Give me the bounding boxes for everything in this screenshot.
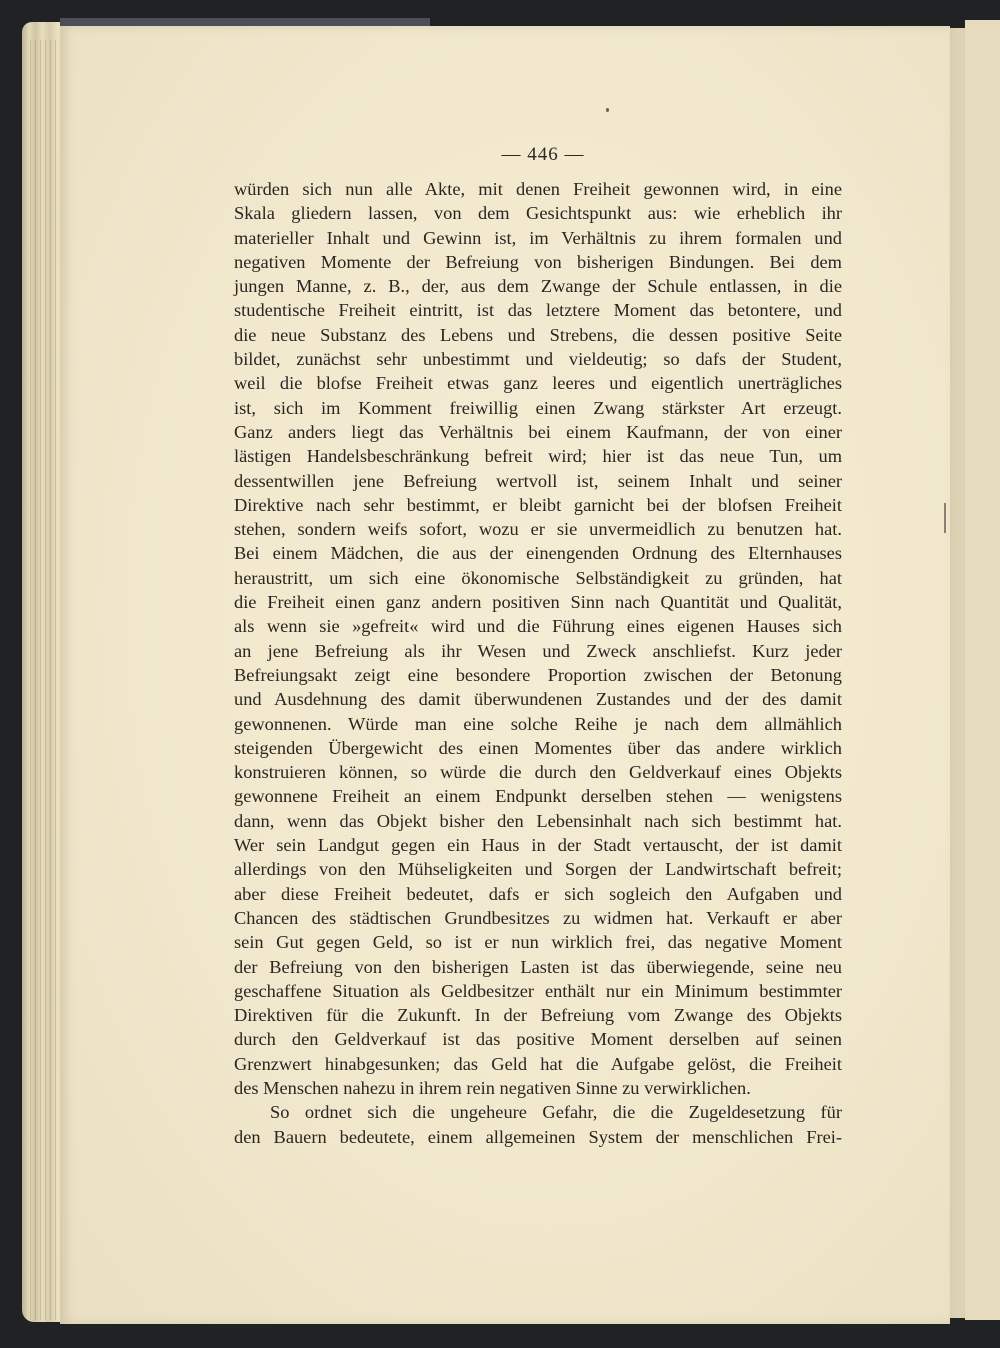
text-line: allerdings von den Mühseligkeiten und Sorgen der Landwirtschaft befreit; [234,859,842,880]
text-line: weil die blofse Freiheit etwas ganz leeres und eigentlich unerträgliches [234,373,842,394]
text-line: die Freiheit einen ganz andern positiven Sinn nach Quantität und Qualität, [234,592,842,613]
text-line: konstruieren können, so würde die durch den Geldverkauf eines Objekts [234,762,842,783]
text-line: studentische Freiheit eintritt, ist das letztere Moment das betontere, und [234,300,842,321]
text-line: und Ausdehnung des damit überwundenen Zustandes und der des damit [234,689,842,710]
text-line: Wer sein Landgut gegen ein Haus in der Stadt vertauscht, der ist damit [234,835,842,856]
page-stack-lines [30,40,64,1320]
body-text [234,177,842,1149]
text-line: gewonnene Freiheit an einem Endpunkt derselben stehen — wenigstens [234,786,842,807]
text-line: heraustritt, um sich eine ökonomische Selbständigkeit zu gründen, hat [234,567,842,588]
text-line: würden sich nun alle Akte, mit denen Freiheit gewonnen wird, in eine [234,179,842,199]
text-line: Direktiven für die Zukunft. In der Befreiung vom Zwange des Objekts [234,1005,842,1026]
text-line: Direktive nach sehr bestimmt, er bleibt garnicht bei der blofsen Freiheit [234,494,842,515]
text-line: den Bauern bedeutete, einem allgemeinen System der menschlichen Frei- [234,1126,842,1147]
text-line: gewonnenen. Würde man eine solche Reihe je nach dem allmählich [234,713,842,734]
text-line: stehen, sondern weifs sofort, wozu er sie unvermeidlich zu benutzen hat. [234,519,842,540]
text-line: negativen Momente der Befreiung von bisherigen Bindungen. Bei dem [234,251,842,272]
text-line: dessentwillen jene Befreiung wertvoll ist, seinem Inhalt und seiner [234,470,842,491]
text-line: Skala gliedern lassen, von dem Gesichtspunkt aus: wie erheblich ihr [234,203,842,224]
ink-speck [606,108,609,112]
page-number: — 446 — [501,144,585,165]
text-line: jungen Manne, z. B., der, aus dem Zwange der Schule entlassen, in die [234,276,842,297]
back-page-strip [965,20,1000,1320]
text-line: Ganz anders liegt das Verhältnis bei einem Kaufmann, der von einer [234,421,842,442]
text-line: als wenn sie »gefreit« wird und die Führung eines eigenen Hauses sich [234,616,842,637]
text-line: Bei einem Mädchen, die aus der einengenden Ordnung des Elternhauses [234,543,842,564]
text-line: der Befreiung von den bisherigen Lasten ist das überwiegende, seine neu [234,956,842,977]
text-line: Chancen des städtischen Grundbesitzes zu widmen hat. Verkauft er aber [234,907,842,928]
text-line: aber diese Freiheit bedeutet, dafs er sich sogleich den Aufgaben und [234,883,842,904]
text-line: durch den Geldverkauf ist das positive Moment derselben auf seinen [234,1029,842,1050]
margin-mark [944,503,946,533]
text-line: So ordnet sich die ungeheure Gefahr, die die Zugeldesetzung für [270,1102,842,1123]
text-line: dann, wenn das Objekt bisher den Lebensinhalt nach sich bestimmt hat. [234,810,842,831]
text-line: sein Gut gegen Geld, so ist er nun wirklich frei, das negative Moment [234,932,842,953]
text-line: bildet, zunächst sehr unbestimmt und vieldeutig; so dafs der Student, [234,349,842,370]
text-line: steigenden Übergewicht des einen Momentes über das andere wirklich [234,737,842,758]
text-line: des Menschen nahezu in ihrem rein negativen Sinne zu verwirklichen. [234,1077,751,1098]
text-line: materieller Inhalt und Gewinn ist, im Verhältnis zu ihrem formalen und [234,227,842,248]
text-line: Grenzwert hinabgesunken; das Geld hat die Aufgabe gelöst, die Freiheit [234,1053,842,1074]
text-line: an jene Befreiung als ihr Wesen und Zweck anschliefst. Kurz jeder [234,640,842,661]
text-line: ist, sich im Komment freiwillig einen Zwang stärkster Art erzeugt. [234,397,842,418]
text-line: lästigen Handelsbeschränkung befreit wird; hier ist das neue Tun, um [234,446,842,467]
text-line: Befreiungsakt zeigt eine besondere Proportion zwischen der Betonung [234,664,842,685]
text-line: die neue Substanz des Lebens und Strebens, die dessen positive Seite [234,324,842,345]
text-line: geschaffene Situation als Geldbesitzer enthält nur ein Minimum bestimmter [234,980,842,1001]
